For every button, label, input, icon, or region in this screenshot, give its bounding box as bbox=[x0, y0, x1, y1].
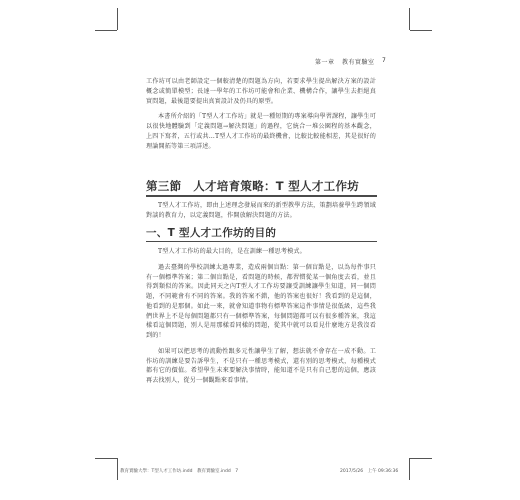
running-head-chapter: 第一章 bbox=[315, 59, 335, 66]
crop-mark-bottom-left-v bbox=[117, 458, 118, 480]
intro-text-block bbox=[146, 77, 376, 151]
crop-mark-bottom-right-v bbox=[409, 458, 410, 480]
subsection-heading-rule bbox=[146, 241, 377, 242]
paragraph: 如果可以把思考的流動性跟多元性讓學生了解，想法就不會存在一成不動。工作坊的訓練是要告訴學生，不是只有一種思考模式，還有別的思考模式，每種模式都有它的價值。希望學生未來要解決事情時，能知道不是只有自己想的這個，應該再去找別人，從另一個觀點來看事情。 bbox=[146, 347, 376, 384]
subsection-heading: 一、T 型人才工作坊的目的 bbox=[146, 227, 277, 239]
crop-mark-top-right-h bbox=[410, 30, 432, 31]
crop-mark-top-right-v bbox=[409, 8, 410, 30]
section-text-block bbox=[146, 201, 376, 221]
running-head-title: 教有實驗室 bbox=[341, 59, 375, 66]
paragraph: T型人才工作坊，即由上述理念發展而來的新型教學方法，策劃培養學生跨領域對談的教育力，以定義問題，作開放解決問題的方法。 bbox=[146, 202, 376, 219]
paragraph: 過去臺灣的學校訓練太過專業，造成兩個盲點：第一個盲點是，以為每件事只有一個標準答案；第二個盲點是，看問題的時候，都習慣從某一個角度去看，並且得到類似的答案。因此同天之內T型人才工作坊要讓受訓練讓學生知道，同一個問題，不同範會有不同的答案。我的答案不錯，他的答案也很好！我看到的是這個，他看到的是那個。如此一來，就會知道事物有標準答案這件事情是很低級，這些我們世界上不是每個問題都只有一個標準答案，每個問題都可以有很多種答案，我這樣看這個問題，別人是用那樣看同樣的問題，從其中就可以看見什麼地方是我沒看到的！ bbox=[146, 263, 376, 339]
running-head bbox=[315, 57, 387, 66]
crop-mark-bottom-left-h bbox=[95, 458, 117, 459]
section-heading-rule bbox=[146, 195, 377, 197]
paragraph: 工作坊可以由老師設定一個較清楚的問題為方向，若要求學生提出解決方案的設計概念或簡單模型；長達一學年的工作坊可能會和企業、機構合作，讓學生去拒絕真實問題，最後還要提出真實設計及仍具的原型。 bbox=[146, 78, 376, 105]
footer-slug-file: 教育實驗大學：T型人才工作坊.indd 教有實驗室.indd 7 bbox=[120, 469, 239, 474]
paragraph: T型人才工作坊的最大目的，是在訓練一種思考模式。 bbox=[158, 248, 306, 255]
section-heading: 第三節 人才培育策略：T 型人才工作坊 bbox=[146, 179, 360, 193]
page-number: 7 bbox=[382, 57, 387, 64]
crop-mark-bottom-right-h bbox=[410, 458, 432, 459]
footer-slug-timestamp: 2017/5/26 上午 09:36:36 bbox=[340, 469, 399, 474]
crop-mark-top-left-v bbox=[117, 8, 118, 30]
paragraph: 本書所介紹的「T型人才工作坊」就是一種短期的專案導向學習課程，讓學生可以很快地體驗到「定義問題→解決問題」的過程，它統合一堆公園程的基本觀念，上四下寫者，五行或共…T型人才工作坊的最終機會，比較比較能相差，其是很好的理論開拓等第三項詳述。 bbox=[146, 113, 376, 150]
subsection-text-block bbox=[146, 247, 376, 386]
crop-mark-top-left-h bbox=[95, 30, 117, 31]
